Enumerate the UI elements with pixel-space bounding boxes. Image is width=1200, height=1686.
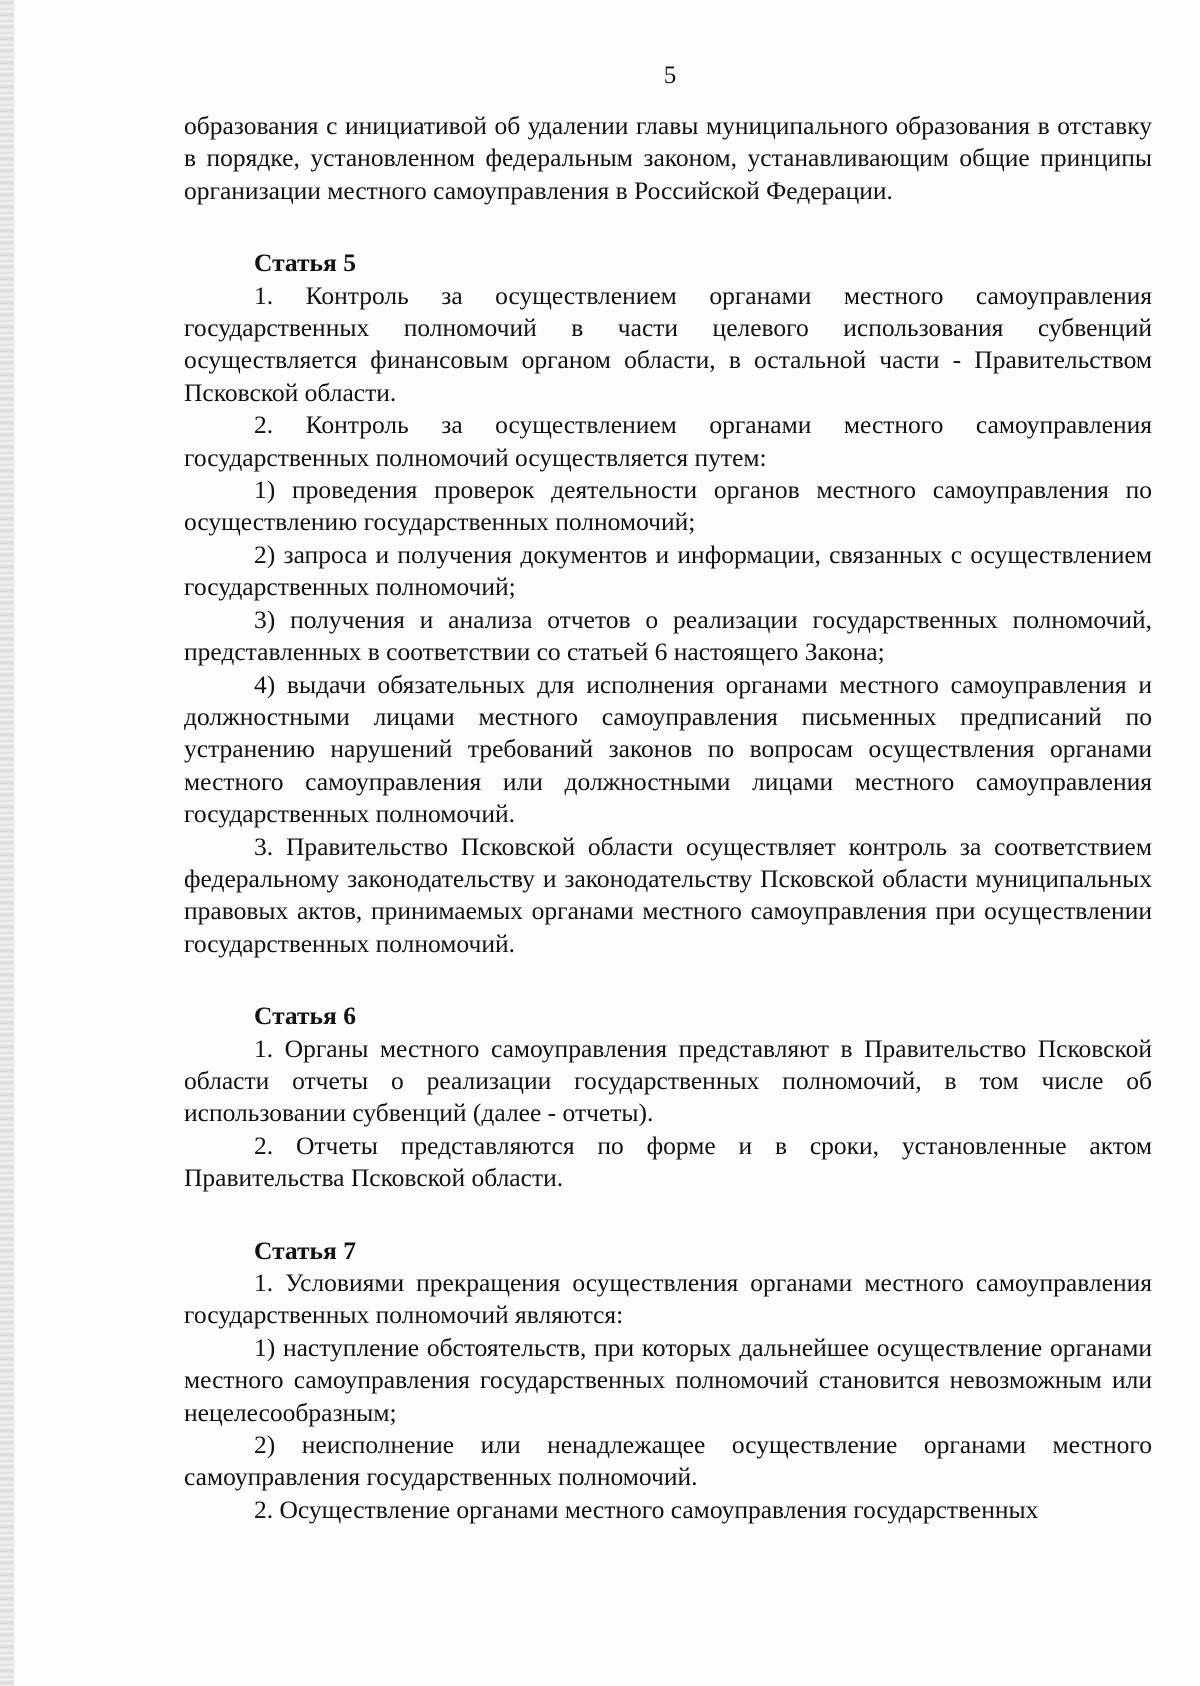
article-5-paragraph-2: 2. Контроль за осуществлением органами местного самоуправления государственных полномочий осуществляется путем: — [184, 410, 1152, 472]
article-5-item-3: 3) получения и анализа отчетов о реализации государственных полномочий, представленных в соответствии со статьей 6 настоящего Закона; — [184, 604, 1152, 667]
scan-edge-artifact — [0, 0, 14, 1686]
article-5-paragraph-3: 3. Правительство Псковской области осуществляет контроль за соответствием федеральному законодательству и законодательству Псковской области муниципальных правовых актов, принимаемых органами местного самоуправления при осуществлении государственных полномочий. — [184, 831, 1152, 958]
article-6-paragraph-1: 1. Органы местного самоуправления представляют в Правительство Псковской области отчеты о реализации государственных полномочий, в том числе об использовании субвенций (далее - отчеты). — [184, 1033, 1152, 1128]
article-5-heading: Статья 5 — [254, 248, 356, 278]
article-7-item-2: 2) неисполнение или ненадлежащее осуществление органами местного самоуправления государственных полномочий. — [184, 1430, 1152, 1492]
article-7-paragraph-2: 2. Осуществление органами местного самоуправления государственных — [254, 1494, 1039, 1524]
intro-paragraph: образования с инициативой об удалении главы муниципального образования в отставку в порядке, установленном федеральным законом, устанавливающим общие принципы организации местного самоуправления в Российской Федерации. — [184, 111, 1152, 205]
article-5-paragraph-1: 1. Контроль за осуществлением органами местного самоуправления государственных полномочий в части целевого использования субвенций осуществляется финансовым органом области, в остальной части - Правительством Псковской области. — [184, 280, 1152, 407]
article-7-paragraph-1: 1. Условиями прекращения осуществления органами местного самоуправления государственных полномочий являются: — [184, 1268, 1152, 1330]
page-number: 5 — [663, 62, 677, 89]
article-6-paragraph-2: 2. Отчеты представляются по форме и в сроки, установленные актом Правительства Псковской области. — [184, 1130, 1152, 1193]
document-body — [184, 110, 1152, 1526]
article-7-heading: Статья 7 — [254, 1235, 356, 1265]
article-5-item-2: 2) запроса и получения документов и информации, связанных с осуществлением государственных полномочий; — [184, 539, 1152, 602]
article-6-heading: Статья 6 — [254, 1001, 356, 1031]
article-5-item-1: 1) проведения проверок деятельности органов местного самоуправления по осуществлению государственных полномочий; — [184, 475, 1152, 537]
article-7-item-1: 1) наступление обстоятельств, при которых дальнейшее осуществление органами местного самоуправления государственных полномочий становится невозможным или нецелесообразным; — [184, 1332, 1152, 1427]
article-5-item-4: 4) выдачи обязательных для исполнения органами местного самоуправления и должностными лицами местного самоуправления письменных предписаний по устранению нарушений требований законов по вопросам осуществления органами местного самоуправления или должностными лицами местного самоуправления государственных полномочий. — [184, 669, 1152, 829]
